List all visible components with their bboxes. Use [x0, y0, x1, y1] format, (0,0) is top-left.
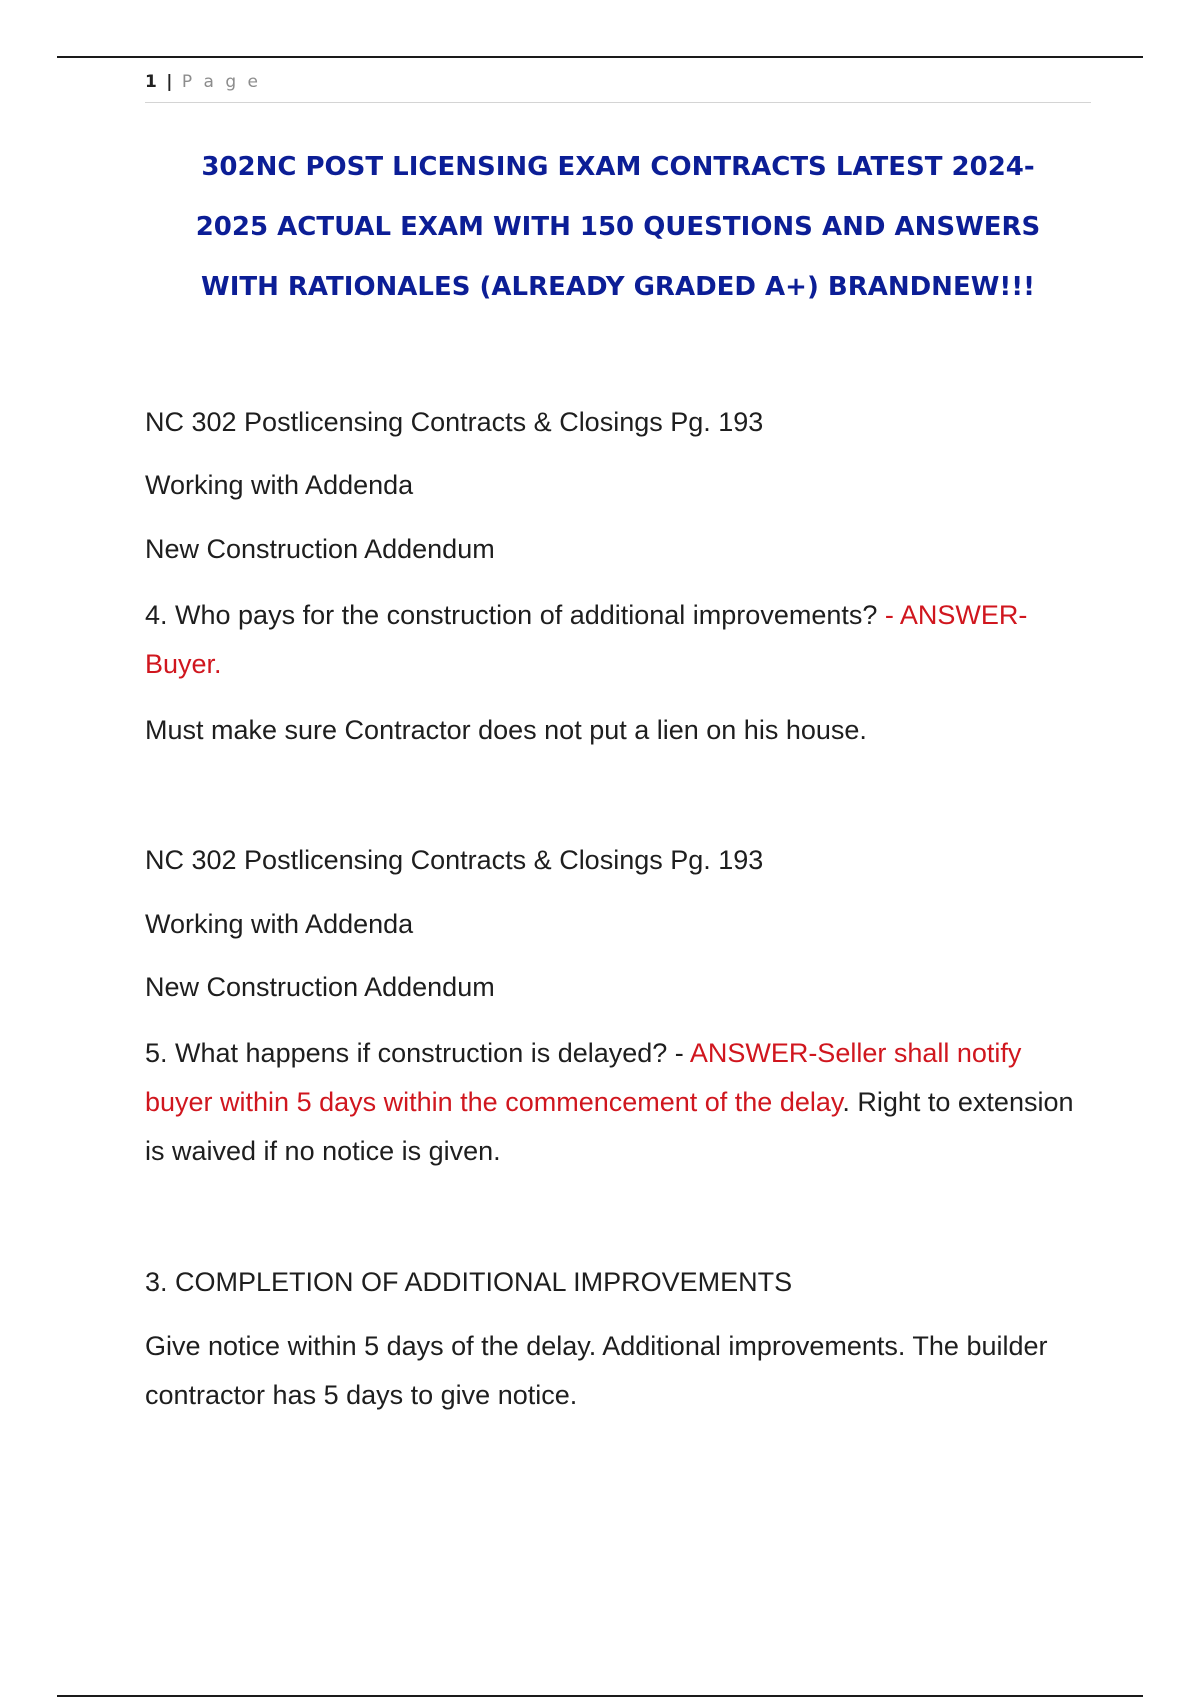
- title-line: WITH RATIONALES (ALREADY GRADED A+) BRANDNEW!!!: [201, 272, 1035, 302]
- bottom-rule: [57, 1695, 1143, 1697]
- section-heading: 3. COMPLETION OF ADDITIONAL IMPROVEMENTS: [145, 1267, 793, 1297]
- title-line: 302NC POST LICENSING EXAM CONTRACTS LATEST 2024-: [201, 152, 1035, 182]
- page-label: P a g e: [181, 72, 262, 92]
- question-text: 4. Who pays for the construction of additional improvements?: [145, 600, 885, 630]
- source-reference: NC 302 Postlicensing Contracts & Closings Pg. 193: [145, 845, 764, 875]
- question-answer: [145, 1029, 1075, 1176]
- page-separator: |: [166, 72, 173, 92]
- answer-text: - ANSWER-Buyer.: [145, 600, 1028, 679]
- answer-continuation: . Right to extension is waived if no notice is given.: [145, 1087, 1074, 1166]
- source-reference: NC 302 Postlicensing Contracts & Closings Pg. 193: [145, 407, 764, 437]
- topic: Working with Addenda: [145, 909, 414, 939]
- section-text: Give notice within 5 days of the delay. Additional improvements. The builder contractor has 5 days to give notice.: [145, 1331, 1048, 1410]
- section-heading-block: [145, 1258, 1075, 1307]
- qa-block-2-topic: [145, 900, 1075, 949]
- qa-block-1-subtopic: [145, 525, 1075, 574]
- document-title: [145, 137, 1091, 317]
- qa-block-2-question: [145, 1029, 1075, 1176]
- qa-block-1-question: [145, 591, 1075, 689]
- qa-block-1-header: [145, 398, 1075, 447]
- subtopic: New Construction Addendum: [145, 534, 495, 564]
- qa-block-1-note: [145, 706, 1075, 755]
- qa-block-1-topic: [145, 461, 1075, 510]
- topic: Working with Addenda: [145, 470, 414, 500]
- subtopic: New Construction Addendum: [145, 972, 495, 1002]
- qa-block-2-header: [145, 836, 1075, 885]
- section-text-block: [145, 1322, 1075, 1420]
- title-line: 2025 ACTUAL EXAM WITH 150 QUESTIONS AND ANSWERS: [195, 212, 1041, 242]
- qa-block-2-subtopic: [145, 963, 1075, 1012]
- page-number: 1: [145, 72, 157, 92]
- question-answer: [145, 591, 1075, 689]
- rationale-note: Must make sure Contractor does not put a lien on his house.: [145, 715, 867, 745]
- top-rule: [57, 56, 1143, 58]
- question-text: 5. What happens if construction is delayed? -: [145, 1038, 690, 1068]
- answer-text: ANSWER-Seller shall notify buyer within 5 days within the commencement of the delay: [145, 1038, 1022, 1117]
- page-header: [145, 72, 1091, 103]
